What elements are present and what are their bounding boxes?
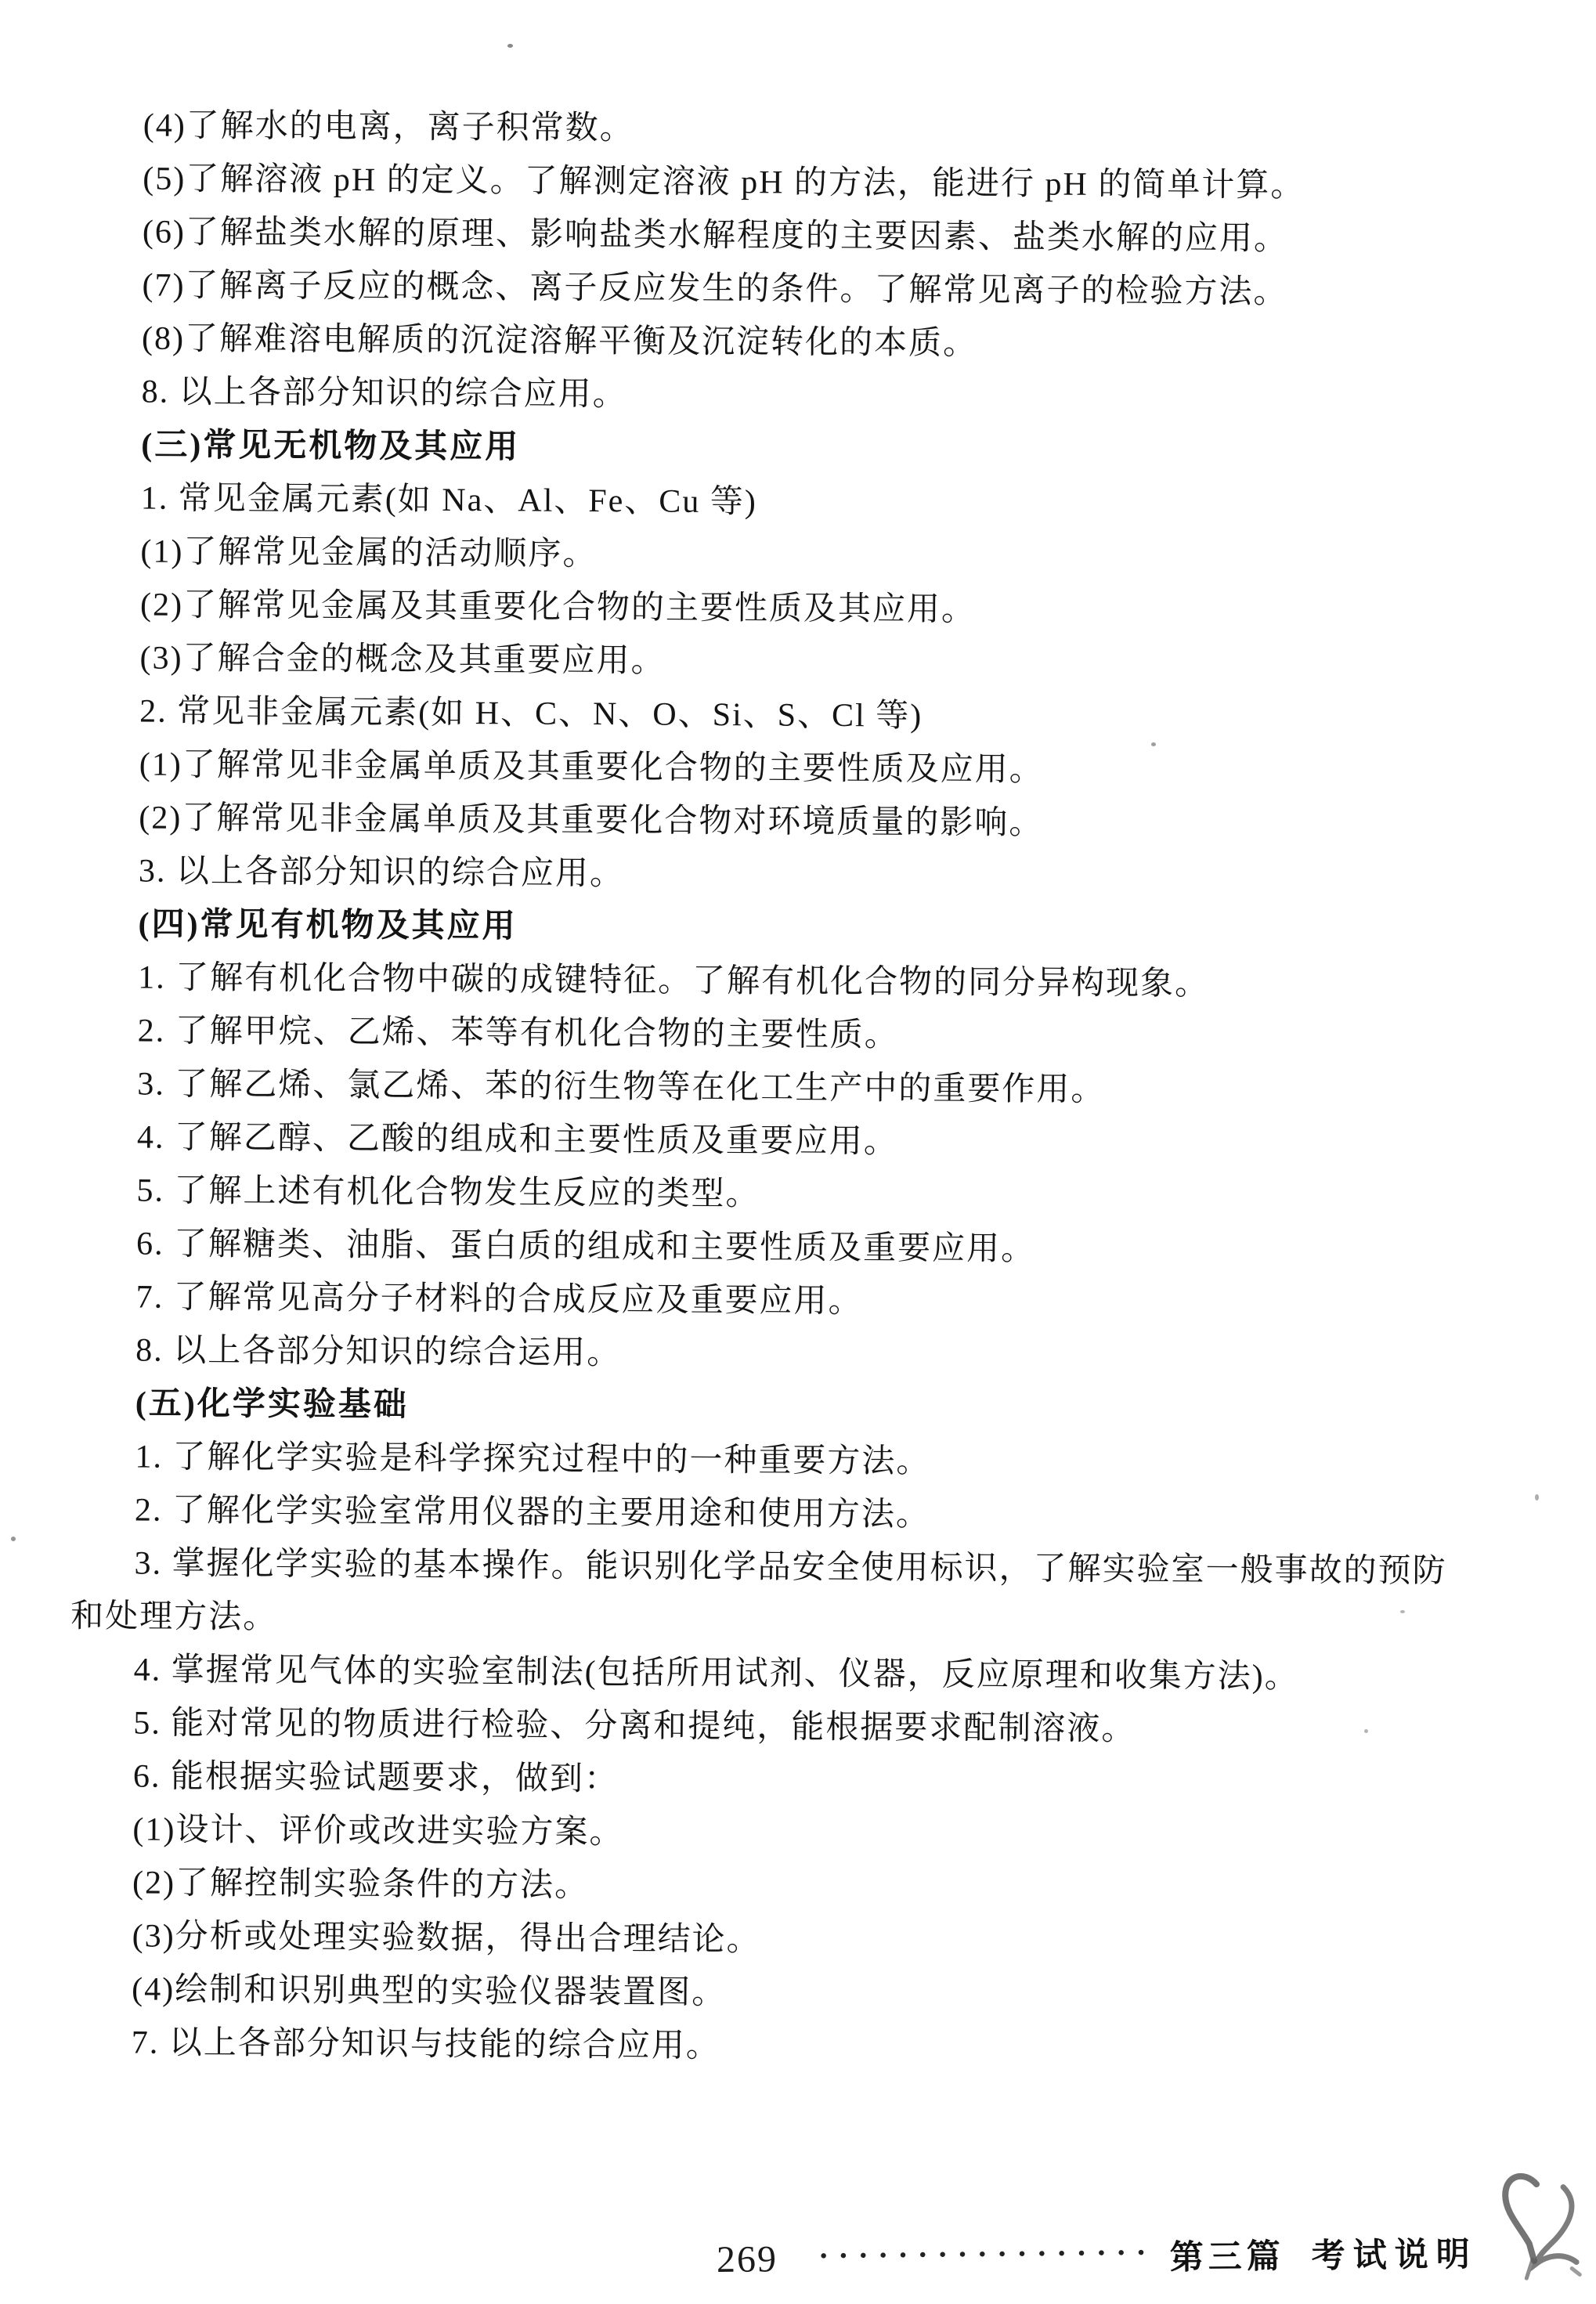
text-line: 6. 能根据实验试题要求，做到： [132,1758,619,1798]
text-line: (1)了解常见非金属单质及其重要化合物的主要性质及应用。 [139,746,1044,789]
text-line: 1. 了解有机化合物中碳的成键特征。了解有机化合物的同分异构现象。 [138,959,1210,1002]
text-line: 3. 掌握化学实验的基本操作。能识别化学品安全使用标识，了解实验室一般事故的预防 [134,1545,1447,1590]
text-line: (4)绘制和识别典型的实验仪器装置图。 [132,1971,727,2012]
text-line: 8. 以上各部分知识的综合应用。 [141,374,627,413]
text-line: 4. 掌握常见气体的实验室制法(包括所用试剂、仪器，反应原理和收集方法)。 [133,1652,1299,1695]
text-line: 1. 了解化学实验是科学探究过程中的一种重要方法。 [135,1439,931,1480]
text-line: (2)了解常见非金属单质及其重要化合物对环境质量的影响。 [139,800,1044,842]
text-line: (5)了解溶液 pH 的定义。了解测定溶液 pH 的方法，能进行 pH 的简单计算。 [143,161,1305,204]
footer-section-label: 第三篇 [1169,2237,1286,2277]
text-line: 5. 了解上述有机化合物发生反应的类型。 [136,1172,760,1213]
text-line: (2)了解控制实验条件的方法。 [132,1865,590,1905]
text-line: 和处理方法。 [70,1598,278,1636]
text-line: 2. 了解甲烷、乙烯、苯等有机化合物的主要性质。 [137,1013,899,1054]
text-line: (四)常见有机物及其应用 [138,906,518,945]
text-line: (三)常见无机物及其应用 [141,427,521,466]
text-line: 1. 常见金属元素(如 Na、Al、Fe、Cu 等) [140,480,757,521]
scan-speck [1151,742,1156,746]
text-line: (4)了解水的电离，离子积常数。 [143,107,634,147]
text-line: 4. 了解乙醇、乙酸的组成和主要性质及重要应用。 [136,1119,899,1161]
scan-speck [507,44,513,48]
text-line: (3)分析或处理实验数据，得出合理结论。 [132,1918,761,1959]
text-line: (7)了解离子反应的概念、离子反应发生的条件。了解常见离子的检验方法。 [142,267,1288,311]
text-line: (五)化学实验基础 [135,1385,409,1424]
scan-speck [1400,1610,1405,1613]
text-line: 7. 了解常见高分子材料的合成反应及重要应用。 [135,1279,863,1320]
text-line: 6. 了解糖类、油脂、蛋白质的组成和主要性质及重要应用。 [135,1226,1036,1268]
text-line: 3. 了解乙烯、氯乙烯、苯的衍生物等在化工生产中的重要作用。 [137,1066,1106,1109]
text-line: 2. 常见非金属元素(如 H、C、N、O、Si、S、Cl 等) [139,693,923,735]
page-footer [716,2193,1587,2304]
text-line: 5. 能对常见的物质进行检验、分离和提纯，能根据要求配制溶液。 [133,1705,1136,1748]
text-line: (8)了解难溶电解质的沉淀溶解平衡及沉淀转化的本质。 [141,320,978,363]
text-line: (1)了解常见金属的活动顺序。 [140,533,598,573]
text-line: 8. 以上各部分知识的综合运用。 [135,1332,622,1372]
text-line: 2. 了解化学实验室常用仪器的主要用途和使用方法。 [134,1492,931,1533]
scan-speck [1364,1729,1368,1733]
scan-speck [11,1537,16,1541]
leader-dots: ················· [818,2234,1156,2273]
text-line: 7. 以上各部分知识与技能的综合应用。 [131,2024,720,2065]
text-line: (6)了解盐类水解的原理、影响盐类水解程度的主要因素、盐类水解的应用。 [142,214,1289,258]
text-line: 3. 以上各部分知识的综合应用。 [138,853,625,893]
footer-section-title: 考试说明 [1311,2236,1479,2275]
handwritten-doodle-icon [1489,2166,1588,2281]
scan-speck [1535,1494,1539,1500]
text-line: (1)设计、评价或改进实验方案。 [132,1811,624,1851]
text-line: (2)了解常见金属及其重要化合物的主要性质及其应用。 [139,587,977,629]
page-number: 269 [716,2237,778,2281]
syllabus-text [68,99,1489,2078]
text-line: (3)了解合金的概念及其重要应用。 [139,640,666,680]
